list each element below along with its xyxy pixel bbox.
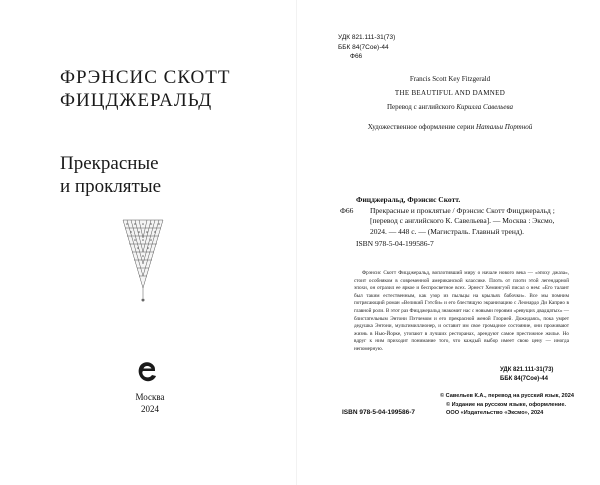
copyright-notice <box>440 392 574 418</box>
catalog-heading: Фицджеральд, Фрэнсис Скотт. <box>356 195 461 204</box>
catalog-record <box>342 195 572 250</box>
publication-year: 2024 <box>141 404 159 414</box>
catalog-isbn: ISBN 978-5-04-199586-7 <box>356 239 434 248</box>
original-credits <box>300 72 600 134</box>
copyright-line-3: ООО «Издательство «Эксмо», 2024 <box>446 410 544 416</box>
catalog-description: Прекрасные и проклятые / Фрэнсис Скотт Фицджеральд ; [перевод с английского К. Савельева]. — Москва : Эксмо, 2024. — 448 с. — (Магистраль. Главный тренд). <box>370 205 555 236</box>
original-title: THE BEAUTIFUL AND DAMNED <box>394 89 506 97</box>
city-name: Москва <box>135 392 165 402</box>
catalog-code: Ф66 <box>340 205 354 215</box>
title-line-1: Прекрасные <box>60 153 159 174</box>
bottom-classification <box>500 366 553 384</box>
book-title <box>60 152 260 198</box>
beaded-fringe-ornament-icon <box>122 218 164 304</box>
author-name <box>60 66 240 112</box>
publication-place <box>100 391 200 415</box>
spine-gutter <box>296 0 297 485</box>
bbk-code: ББК 84(7Сое)-44 <box>338 43 389 51</box>
udk-code: УДК 821.111-31(73) <box>338 34 396 41</box>
author-line-1: ФРЭНСИС СКОТТ <box>60 67 231 88</box>
translation-prefix: Перевод с английского <box>386 103 455 111</box>
translation-credit <box>300 100 600 114</box>
author-mark: Ф66 <box>350 53 363 60</box>
design-prefix: Художественное оформление серии <box>367 123 475 131</box>
udk-code-bottom: УДК 821.111-31(73) <box>500 367 554 373</box>
designer-name: Натальи Портной <box>476 123 533 131</box>
translator-name: Кирилла Савельева <box>456 103 514 111</box>
design-credit <box>300 120 600 134</box>
book-annotation: Фрэнсис Скотт Фицджеральд, воплотивший миру о начале нового века — «эпоху джаза», стоит особняком в современной американской классике. Плоть от плоти этой легендарной эпохи, он отразил ее яркое и беспросветное всех. Эрнест Хемингуэй писал о нем: «Его талант был таким естественным, как узор из пыльцы на крыльях бабочки». Все мы помним потрясающий роман «Великий Гэтсби» и его блестящую экранизацию с Леонардо Ди Каприо в главной роли. В этот раз Фицджеральд знакомит нас с новыми героями «ревущих двадцатых» — блистательным Энтони Пэтчемом и его прекрасной женой Глорией. Дожидаясь, пока умрет дедушка Энтони, мультимиллионер, и оставит им свое громадное состояние, они проживают жизнь в Нью-Йорке, утопают в лучших ресторанах, арендуют самое престижное жилье. Но вдруг к ним приходит понимание того, что каждый выбор имеет свою цену — иногда непомерную. <box>354 270 569 352</box>
isbn-bottom: ISBN 978-5-04-199586-7 <box>342 409 415 416</box>
original-author: Francis Scott Key Fitzgerald <box>409 75 491 83</box>
copyright-line-2: © Издание на русском языке, оформление. <box>446 401 567 408</box>
bbk-code-bottom: ББК 84(7Сое)-44 <box>500 376 548 382</box>
classification-codes <box>338 33 395 62</box>
eksmo-logo-icon <box>136 360 158 384</box>
title-line-2: и проклятые <box>60 176 162 197</box>
title-page <box>0 0 290 485</box>
copyright-line-1: © Савельев К.А., перевод на русский язык, 2024 <box>440 393 574 399</box>
author-line-2: ФИЦДЖЕРАЛЬД <box>60 90 213 111</box>
